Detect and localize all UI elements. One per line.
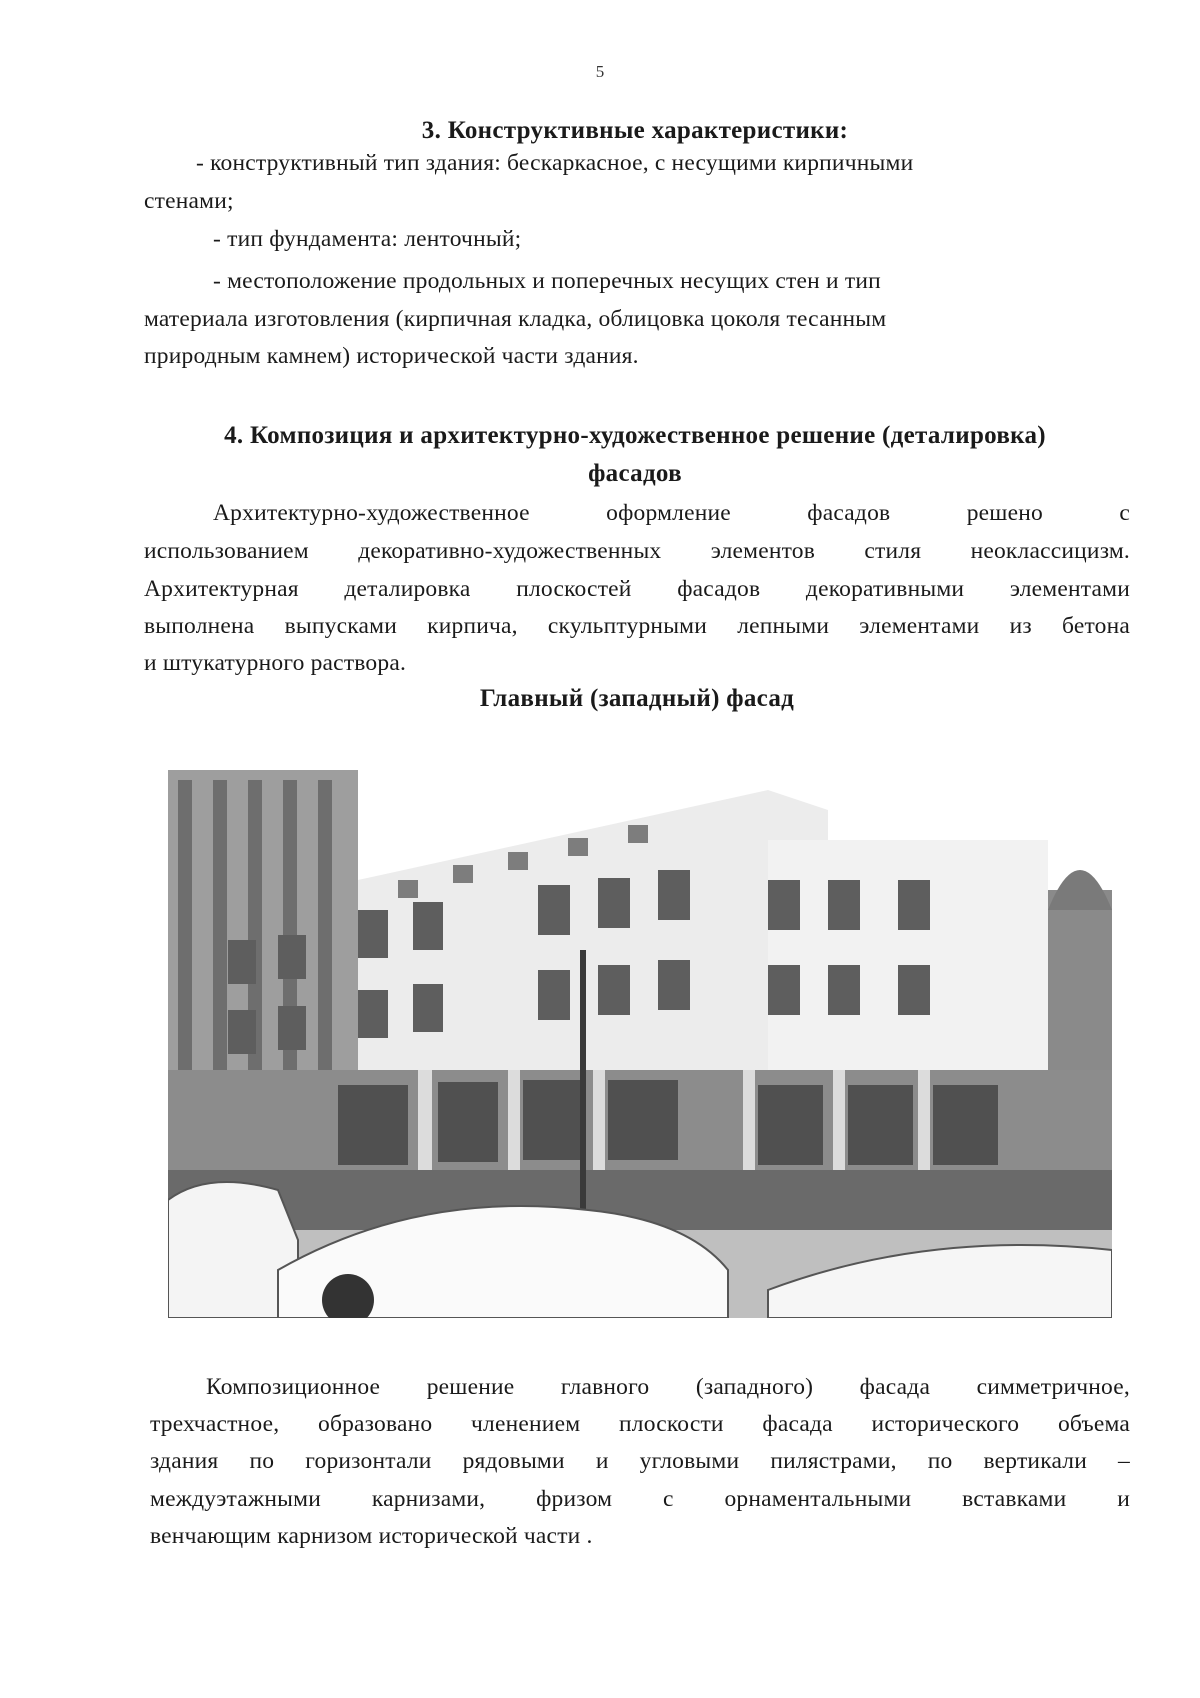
section-4-line-3: Архитектурная деталировка плоскостей фасадов декоративными элементами	[144, 576, 1130, 602]
section-3-line-4: - местоположение продольных и поперечных несущих стен и тип	[213, 268, 881, 294]
composition-line-1: Композиционное решение главного (западного) фасада симметричное,	[206, 1374, 1130, 1400]
section-4-line-2: использованием декоративно-художественных элементов стиля неоклассицизм.	[144, 538, 1130, 564]
building-facade-icon	[168, 770, 1112, 1318]
composition-line-3: здания по горизонтали рядовыми и угловыми пилястрами, по вертикали –	[150, 1448, 1130, 1474]
facade-photo	[168, 770, 1112, 1318]
page-number: 5	[595, 62, 605, 81]
section-3-line-6: природным камнем) исторической части здания.	[144, 343, 639, 369]
section-3-line-2: стенами;	[144, 188, 234, 214]
section-3-line-1: - конструктивный тип здания: бескаркасное, с несущими кирпичными	[196, 150, 914, 176]
section-3-heading: 3. Конструктивные характеристики:	[421, 117, 849, 144]
section-3-line-3: - тип фундамента: ленточный;	[213, 226, 522, 252]
section-4-line-1: Архитектурно-художественное оформление фасадов решено с	[213, 500, 1130, 526]
section-3-line-5: материала изготовления (кирпичная кладка, облицовка цоколя тесанным	[144, 306, 887, 332]
composition-line-5: венчающим карнизом исторической части .	[150, 1523, 593, 1549]
section-4-line-5: и штукатурного раствора.	[144, 650, 407, 676]
section-4-heading-line-2: фасадов	[588, 460, 682, 487]
facade-subheading: Главный (западный) фасад	[479, 685, 795, 712]
section-4-heading-line-1: 4. Композиция и архитектурно-художественное решение (деталировка)	[224, 422, 1046, 449]
composition-line-2: трехчастное, образовано членением плоскости фасада исторического объема	[150, 1411, 1130, 1437]
section-4-line-4: выполнена выпусками кирпича, скульптурными лепными элементами из бетона	[144, 613, 1130, 639]
composition-line-4: междуэтажными карнизами, фризом с орнаментальными вставками и	[150, 1486, 1130, 1512]
